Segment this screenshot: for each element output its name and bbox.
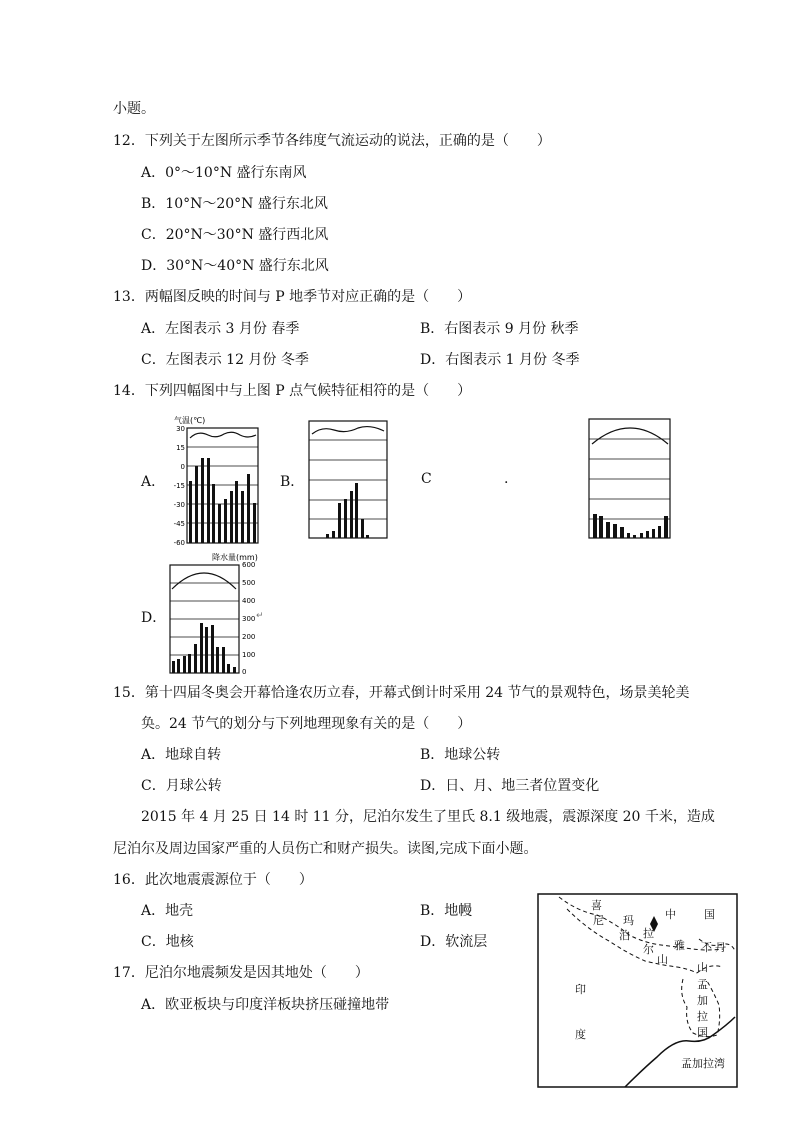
- map-label: 孟加拉湾: [681, 1057, 725, 1070]
- question-17: 17．尼泊尔地震频发是因其地处（ ）: [113, 965, 369, 981]
- map-label: 雅: [674, 939, 685, 952]
- question-12: 12．下列关于左图所示季节各纬度气流运动的说法，正确的是（ ）: [113, 133, 551, 149]
- q14-option-b-label: B．: [280, 474, 305, 490]
- chart-a-tick: -60: [173, 539, 185, 546]
- map-label: 拉: [643, 927, 654, 940]
- text-line: 小题。: [113, 101, 155, 117]
- chart-a-title: 气温(℃): [174, 416, 206, 425]
- chart-a-tick: -15: [173, 482, 185, 490]
- map-label: 玛: [623, 914, 634, 927]
- question-13: 13．两幅图反映的时间与 P 地季节对应正确的是（ ）: [113, 289, 472, 305]
- map-label: 中: [665, 908, 676, 921]
- q14-option-c-label: C: [421, 471, 432, 487]
- q15-option-d: D．日、月、地三者位置变化: [420, 778, 600, 794]
- question-16: 16．此次地震震源位于（ ）: [113, 872, 313, 888]
- map-label: 拉: [697, 1010, 708, 1023]
- q16-option-c: C．地核: [141, 934, 194, 950]
- q16-option-d: D．软流层: [420, 934, 488, 950]
- climate-chart-d: [168, 550, 268, 676]
- climate-chart-c: [588, 418, 672, 540]
- chart-d-tick: 300: [242, 615, 256, 623]
- map-label: 山: [697, 961, 708, 974]
- q12-option-c: C．20°N～30°N 盛行西北风: [141, 227, 329, 243]
- map-label: 尼: [593, 914, 604, 927]
- map-label: 国: [704, 908, 715, 921]
- map-label: 不: [701, 941, 712, 954]
- question-14: 14．下列四幅图中与上图 P 点气候特征相符的是（ ）: [113, 383, 472, 399]
- q14-option-c-dot: .: [504, 471, 509, 487]
- q15-option-a: A．地球自转: [141, 747, 222, 763]
- chart-d-tick: 400: [242, 597, 256, 605]
- q16-option-a: A．地壳: [141, 903, 194, 919]
- q14-option-a-label: A．: [141, 474, 166, 490]
- map-label: 加: [697, 994, 708, 1007]
- map-label: 孟: [697, 978, 708, 991]
- q13-option-d: D．右图表示 1 月份 冬季: [420, 352, 580, 368]
- chart-d-tick: 500: [242, 579, 256, 587]
- chart-a-tick: 15: [176, 444, 185, 452]
- q15-option-b: B．地球公转: [420, 747, 501, 763]
- q14-option-d-label: D．: [141, 610, 167, 626]
- map-label: 尔: [643, 943, 654, 956]
- q15-option-c: C．月球公转: [141, 778, 222, 794]
- map-label: 丹: [715, 941, 726, 954]
- q13-option-b: B．右图表示 9 月份 秋季: [420, 321, 579, 337]
- map-label: 山: [657, 953, 668, 966]
- q13-option-a: A．左图表示 3 月份 春季: [141, 321, 300, 337]
- chart-d-tick: 200: [242, 633, 256, 641]
- chart-d-tick: 600: [242, 561, 256, 569]
- nepal-map: [537, 893, 739, 1089]
- q17-option-a: A．欧亚板块与印度洋板块挤压碰撞地带: [141, 997, 390, 1013]
- map-label: 印: [575, 983, 586, 996]
- q12-option-a: A．0°～10°N 盛行东南风: [141, 165, 307, 181]
- chart-d-tick: 100: [242, 651, 256, 659]
- return-mark: ↵: [256, 611, 264, 621]
- chart-d-title: 降水量(mm): [212, 553, 258, 562]
- chart-a-tick: 0: [180, 463, 185, 471]
- map-label: 泊: [619, 929, 630, 942]
- q13-option-c: C．左图表示 12 月份 冬季: [141, 352, 309, 368]
- chart-a-tick: -45: [173, 520, 185, 528]
- passage-line-2: 尼泊尔及周边国家严重的人员伤亡和财产损失。读图,完成下面小题。: [113, 841, 538, 857]
- climate-chart-a: [168, 411, 268, 546]
- chart-a-tick: 30: [176, 425, 185, 433]
- climate-chart-b: [308, 420, 390, 540]
- passage-line-1: 2015 年 4 月 25 日 14 时 11 分，尼泊尔发生了里氏 8.1 级地震，震源深度 20 千米，造成: [141, 809, 715, 825]
- q12-option-d: D．30°N～40°N 盛行东北风: [141, 258, 329, 274]
- map-label: 国: [697, 1026, 708, 1039]
- map-label: 度: [575, 1028, 586, 1041]
- question-15: 15．第十四届冬奥会开幕恰逢农历立春，开幕式倒计时采用 24 节气的景观特色，场景美轮美: [113, 685, 690, 701]
- chart-a-tick: -30: [173, 501, 185, 509]
- question-15-cont: 奂。24 节气的划分与下列地理现象有关的是（ ）: [141, 716, 472, 732]
- q16-option-b: B．地幔: [420, 903, 473, 919]
- q12-option-b: B．10°N～20°N 盛行东北风: [141, 196, 328, 212]
- map-label: 喜: [591, 899, 602, 912]
- chart-d-tick: 0: [242, 668, 247, 676]
